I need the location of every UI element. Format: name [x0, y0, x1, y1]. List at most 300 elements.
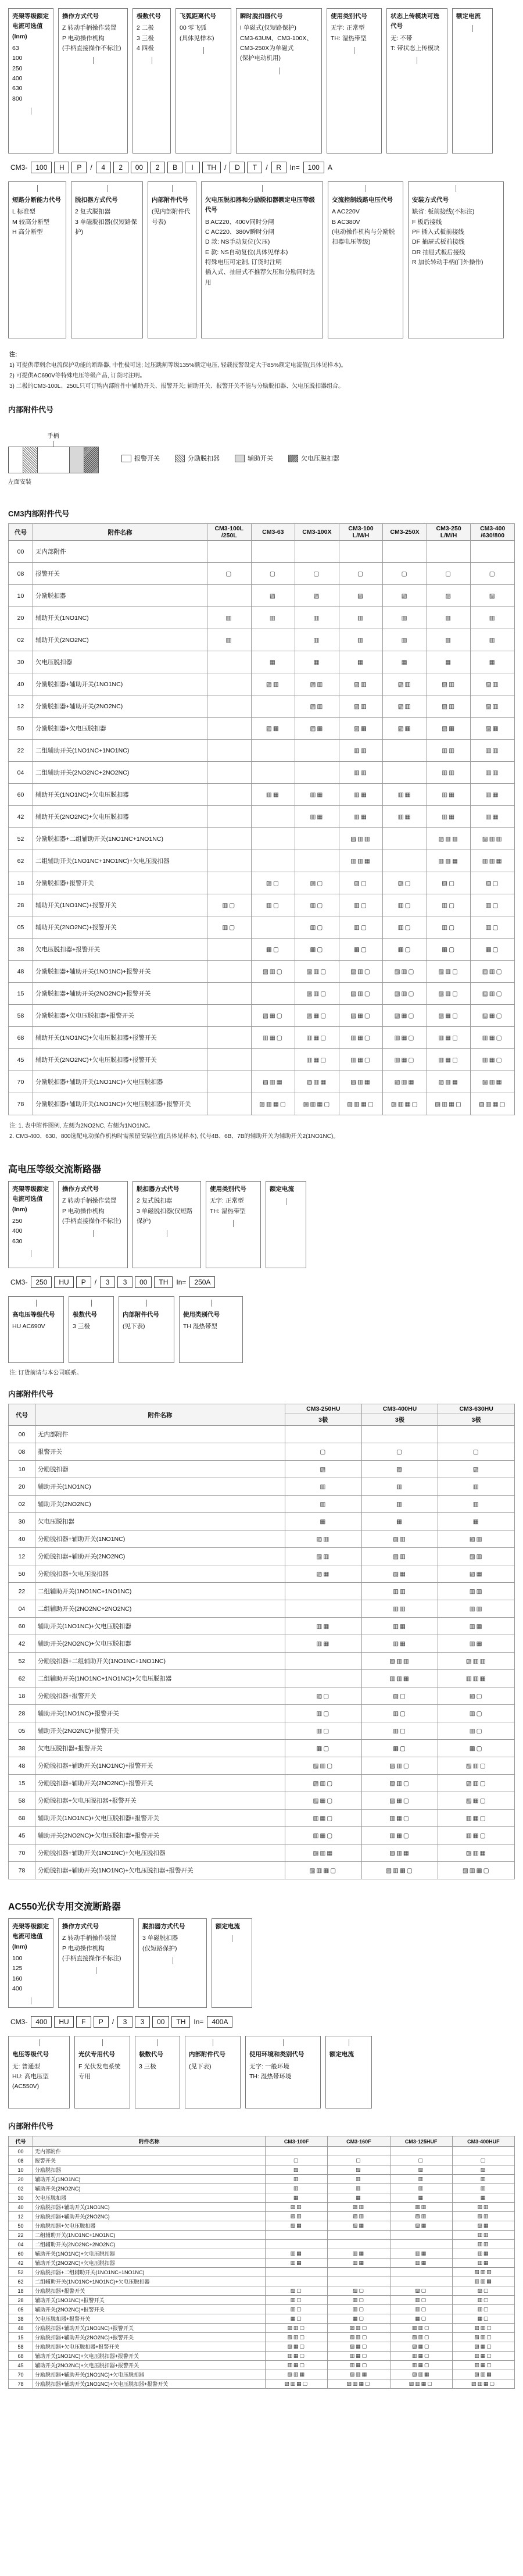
availability-mark	[390, 2231, 452, 2240]
sw-alarm-swatch-icon	[121, 455, 131, 462]
availability-mark: ▥▢	[383, 916, 427, 939]
availability-mark: ▥▦▢	[471, 1027, 515, 1049]
availability-mark: ▥	[438, 1478, 515, 1496]
table-row	[9, 2231, 515, 2240]
accessory-name: 欠电压脱扣器+报警开关	[35, 1740, 285, 1757]
availability-mark: ▨▥	[390, 2203, 452, 2212]
availability-mark	[207, 1027, 252, 1049]
availability-mark	[251, 740, 295, 762]
availability-mark: ▦	[452, 2193, 514, 2203]
sw-shunt-swatch-icon	[175, 455, 185, 462]
availability-mark: ▥▥▦	[438, 1670, 515, 1687]
accessory-name: 分励脱扣器+报警开关	[33, 2286, 266, 2296]
table-row	[9, 541, 515, 563]
flow-bottom-box-title: 安装方式代号	[412, 197, 449, 204]
availability-mark: ▨▥▦	[383, 1071, 427, 1093]
availability-mark: ▨▥	[427, 673, 471, 695]
availability-mark: ▨▥▦	[438, 1844, 515, 1862]
table-row	[9, 1530, 515, 1548]
availability-mark: ▦▢	[452, 2314, 514, 2324]
table3-title: 内部附件代号	[8, 2122, 54, 2131]
availability-mark	[471, 541, 515, 563]
availability-mark: ▨▥	[383, 695, 427, 718]
availability-mark: ▨▦▢	[438, 1792, 515, 1810]
flow-bottom-box-line: H 高分断型	[12, 228, 43, 236]
availability-mark	[251, 541, 295, 563]
accessory-name: 分励脱扣器+辅助开关(2NO2NC)	[35, 1548, 285, 1565]
flow-bottom-box-line: 插入式、抽屉式不推荐欠压和分励同时选用	[205, 269, 315, 286]
col-model-header: CM3-630HU	[438, 1404, 515, 1414]
accessory-name: 分励脱扣器+报警开关	[35, 1687, 285, 1705]
availability-mark: ▨▥▢	[390, 2324, 452, 2333]
table-row	[9, 1093, 515, 1115]
accessory-name: 无内部附件	[33, 541, 207, 563]
availability-mark: ▥	[390, 2175, 452, 2184]
availability-mark	[207, 983, 252, 1005]
model-code-segment: 3	[100, 1276, 115, 1288]
availability-mark: ▥▦	[427, 784, 471, 806]
availability-mark: ▨▥▢	[427, 961, 471, 983]
availability-mark: ▨▥	[328, 2212, 390, 2221]
availability-mark: ▨	[285, 1461, 362, 1478]
alarm-switch-compartment	[8, 447, 23, 473]
pv-bottom-box-0	[8, 2036, 70, 2108]
flow-top-box-line: CM3-250X为单磁式	[240, 44, 294, 52]
availability-mark: ▢	[328, 2156, 390, 2165]
availability-mark: ▦	[471, 651, 515, 673]
accessory-code: 10	[9, 585, 33, 607]
sw-uv-swatch-icon	[288, 455, 298, 462]
hv-top-box-line: 无字: 正常型	[210, 1197, 244, 1205]
flow-bottom-box-line: 特殊电压可定制, 订货时注明	[205, 258, 282, 266]
availability-mark: ▦	[285, 1513, 362, 1530]
accessory-name: 辅助开关(2NO2NC)+欠电压脱扣器	[33, 2259, 266, 2268]
accessory-name: 辅助开关(2NO2NC)	[33, 629, 207, 651]
availability-mark	[295, 828, 339, 850]
table-row	[9, 1600, 515, 1618]
availability-mark	[295, 850, 339, 872]
table-row	[9, 762, 515, 784]
pv-top-box-line: 3 单磁脱扣器	[142, 1935, 178, 1942]
availability-mark: ▨	[427, 585, 471, 607]
accessory-code: 58	[9, 1005, 33, 1027]
availability-mark: ▥▥	[471, 762, 515, 784]
availability-mark	[207, 1071, 252, 1093]
flow-bottom-box-3	[201, 181, 323, 338]
table-row	[9, 2379, 515, 2389]
availability-mark	[207, 828, 252, 850]
accessory-code: 42	[9, 1635, 35, 1653]
availability-mark	[207, 695, 252, 718]
availability-mark: ▥▦	[295, 806, 339, 828]
flow-bottom-box-title: 内部附件代号	[152, 197, 188, 204]
availability-mark: ▨▥	[251, 673, 295, 695]
availability-mark	[383, 740, 427, 762]
accessory-code: 22	[9, 740, 33, 762]
availability-mark: ▨▦	[251, 718, 295, 740]
pv-top-box-line: (仅短路保护)	[142, 1945, 177, 1952]
hv-top-box-title: 额定电流	[270, 1186, 294, 1193]
availability-mark: ▨▥▦	[285, 1844, 362, 1862]
availability-mark: ▨▥▢	[339, 961, 383, 983]
accessory-name: 欠电压脱扣器	[35, 1513, 285, 1530]
pv-top-box-line: (手柄直接操作不标注)	[62, 1954, 121, 1962]
accessory-code: 04	[9, 1600, 35, 1618]
flow-bottom-box-4	[328, 181, 403, 338]
col-name-header: 附件名称	[35, 1404, 285, 1426]
flow-bottom-box-line: 2 复式脱扣器	[75, 208, 111, 216]
accessory-name: 分励脱扣器+辅助开关(1NO1NC)+报警开关	[33, 2324, 266, 2333]
availability-mark: ▨▥	[339, 673, 383, 695]
availability-mark: ▥▥	[361, 1583, 438, 1600]
availability-mark: ▥▦	[251, 784, 295, 806]
accessory-name: 辅助开关(1NO1NC)	[33, 2175, 266, 2184]
col-code-header: 代号	[9, 524, 33, 541]
accessory-name: 分励脱扣器+欠电压脱扣器	[33, 718, 207, 740]
flow-bottom-box-line: D 款: NS手动复位(欠压)	[205, 238, 270, 246]
table-row	[9, 872, 515, 894]
flow-top-box-line: 250	[12, 65, 23, 72]
col-model-header: CM3-125HUF	[390, 2136, 452, 2147]
availability-mark: ▥▦▢	[390, 2352, 452, 2361]
hv-bottom-box-line: HU AC690V	[12, 1323, 45, 1330]
table-row	[9, 2333, 515, 2342]
flow-bottom-box-line: M 较高分断型	[12, 218, 50, 226]
table-row	[9, 1548, 515, 1565]
col-model-header: CM3-100X	[295, 524, 339, 541]
availability-mark: ▨▥▦	[471, 1071, 515, 1093]
flow-top-box-line: (具体见样本)	[180, 34, 214, 42]
pv-bottom-box-line: (见下表)	[189, 2063, 212, 2070]
availability-mark	[207, 1005, 252, 1027]
availability-mark: ▨▥▢	[438, 1775, 515, 1792]
accessory-name: 二组辅助开关(2NO2NC+2NO2NC)	[33, 762, 207, 784]
accessory-name: 辅助开关(1NO1NC)+欠电压脱扣器	[35, 1618, 285, 1635]
table-note-line: 2. CM3-400、630、800选配电动操作机构时需预留安装位置(具体见样本), 代号4B、6B、7B的辅助开关为辅助开关2(1NO1NC)。	[9, 1133, 339, 1140]
availability-mark: ▨▦▢	[452, 2342, 514, 2352]
availability-mark: ▥▦▢	[328, 2352, 390, 2361]
availability-mark: ▨▥▥	[361, 1653, 438, 1670]
model-code-segment: HU	[54, 2016, 73, 2028]
hv-top-box-line: 3 单磁脱扣器(仅短路保护)	[137, 1207, 193, 1225]
handle-label: 手柄	[47, 433, 59, 440]
availability-mark: ▨▥	[452, 2203, 514, 2212]
availability-mark: ▥▦	[328, 2249, 390, 2259]
availability-mark: ▥	[328, 2175, 390, 2184]
pv-bottom-box-2	[135, 2036, 180, 2108]
availability-mark: ▥▦▢	[339, 1027, 383, 1049]
note-line: 3) 二极的CM3-100L、250L只可订购内部附件中辅助开关、报警开关; 辅助开关、报警开关不能与分励脱扣器、欠电压脱扣器组合。	[9, 383, 345, 390]
table-row	[9, 1513, 515, 1530]
accessory-code: 28	[9, 894, 33, 916]
accessory-code: 15	[9, 2333, 33, 2342]
availability-mark: ▥	[361, 1478, 438, 1496]
pv-accessory-table	[8, 2136, 515, 2389]
model-code-segment: 3	[117, 2016, 132, 2028]
flow-top-box-3	[175, 8, 231, 154]
availability-mark: ▦	[438, 1513, 515, 1530]
flow-bottom-box-title: 脱扣器方式代号	[75, 197, 118, 204]
col-model-header: CM3-250X	[383, 524, 427, 541]
table2-title: 内部附件代号	[8, 1390, 54, 1398]
availability-mark: ▦	[339, 651, 383, 673]
model-code-segment: B	[167, 162, 182, 173]
availability-mark: ▨▢	[438, 1687, 515, 1705]
availability-mark	[207, 784, 252, 806]
accessory-code: 00	[9, 1426, 35, 1443]
availability-mark: ▨▦	[328, 2221, 390, 2231]
availability-mark: ▥▦▢	[295, 1027, 339, 1049]
availability-mark: ▨▥▦▢	[295, 1093, 339, 1115]
hv-top-box-1	[58, 1181, 128, 1268]
model-code-segment: P	[94, 2016, 109, 2028]
pv-bottom-box-line: 3 三极	[139, 2063, 156, 2070]
availability-mark: ▥▦	[328, 2259, 390, 2268]
availability-mark: ▨▥	[471, 673, 515, 695]
availability-mark: ▥▥▦	[471, 850, 515, 872]
accessory-code: 68	[9, 2352, 33, 2361]
flow-top-box-line: 100	[12, 55, 23, 62]
model-code-segment: D	[230, 162, 245, 173]
accessory-name: 分励脱扣器+辅助开关(1NO1NC)+欠电压脱扣器	[33, 2370, 266, 2379]
availability-mark: ▨▥	[266, 2212, 328, 2221]
availability-mark: ▦	[383, 651, 427, 673]
availability-mark	[383, 762, 427, 784]
table-row	[9, 1827, 515, 1844]
availability-mark: ▥	[427, 607, 471, 629]
availability-mark: ▥▦	[266, 2249, 328, 2259]
col-model-header: CM3-100F	[266, 2136, 328, 2147]
accessory-name: 辅助开关(2NO2NC)+报警开关	[33, 916, 207, 939]
availability-mark: ▨▥▢	[471, 983, 515, 1005]
availability-mark	[266, 2240, 328, 2249]
accessory-code: 18	[9, 872, 33, 894]
table-row	[9, 1810, 515, 1827]
availability-mark: ▢	[471, 563, 515, 585]
availability-mark: ▥▥	[339, 740, 383, 762]
availability-mark: ▥▦	[339, 806, 383, 828]
accessory-name: 分励脱扣器+辅助开关(1NO1NC)+欠电压脱扣器	[33, 1071, 207, 1093]
hv-top-box-line: TH: 湿热带型	[210, 1207, 246, 1215]
pv-bottom-box-line: F 光伏发电系统专用	[78, 2063, 121, 2080]
pv-bottom-box-line: TH: 湿热带环境	[249, 2072, 292, 2080]
model-code-text: CM3-	[10, 1278, 28, 1286]
hv-accessory-table	[8, 1404, 515, 1879]
availability-mark: ▨▥▦	[452, 2370, 514, 2379]
model-code-text: A	[327, 163, 332, 172]
accessory-name: 辅助开关(2NO2NC)+欠电压脱扣器+报警开关	[33, 1049, 207, 1071]
col-name-header: 附件名称	[33, 2136, 266, 2147]
table-row	[9, 1635, 515, 1653]
availability-mark	[285, 1653, 362, 1670]
availability-mark: ▢	[207, 563, 252, 585]
hv-bottom-box-title: 极数代号	[73, 1311, 97, 1318]
availability-mark: ▨▦	[361, 1565, 438, 1583]
availability-mark: ▨▢	[361, 1687, 438, 1705]
model-code-segment: TH	[154, 1276, 173, 1288]
availability-mark: ▨▦▢	[251, 1005, 295, 1027]
pv-bottom-box-line: 无字: 一般环境	[249, 2063, 289, 2070]
availability-mark: ▨▢	[471, 872, 515, 894]
note-line: 1) 可提供带剩余电流保护功能的断路器, 中性极可选; 过压跳闸等级135%额定电压, 轻载报警设定大于85%额定电流值(具体见样本)。	[9, 362, 347, 369]
availability-mark: ▥▦	[361, 1635, 438, 1653]
pv-top-box-title: 壳架等级额定电流可选值(Inm)	[12, 1923, 49, 1950]
flow-bottom-box-5	[408, 181, 504, 338]
table-row	[9, 2268, 515, 2277]
flow-top-box-line: (手柄直接操作不标注)	[62, 44, 121, 52]
availability-mark: ▥	[328, 2184, 390, 2193]
availability-mark	[427, 541, 471, 563]
table-row	[9, 1443, 515, 1461]
availability-mark: ▦	[390, 2193, 452, 2203]
availability-mark: ▥▢	[438, 1722, 515, 1740]
availability-mark: ▥▥▦	[339, 850, 383, 872]
availability-mark: ▥▦▢	[452, 2352, 514, 2361]
accessory-name: 辅助开关(2NO2NC)+欠电压脱扣器+报警开关	[35, 1827, 285, 1844]
availability-mark: ▥▢	[285, 1722, 362, 1740]
availability-mark: ▥	[207, 607, 252, 629]
availability-mark: ▥▦▢	[427, 1049, 471, 1071]
availability-mark: ▨▢	[339, 872, 383, 894]
availability-mark: ▨▥▦▢	[438, 1862, 515, 1879]
availability-mark	[207, 806, 252, 828]
accessory-code: 05	[9, 2305, 33, 2314]
table-row	[9, 1653, 515, 1670]
availability-mark: ▨▢	[390, 2286, 452, 2296]
table-row	[9, 916, 515, 939]
availability-mark: ▨▥▦	[361, 1844, 438, 1862]
availability-mark: ▨▥▦	[328, 2370, 390, 2379]
availability-mark: ▥▢	[207, 894, 252, 916]
hv-top-box-line: P 电动操作机构	[62, 1207, 105, 1215]
table-row	[9, 784, 515, 806]
model-code-segment: 00	[152, 2016, 169, 2028]
table-row	[9, 2221, 515, 2231]
accessory-name: 辅助开关(2NO2NC)+欠电压脱扣器	[35, 1635, 285, 1653]
accessory-name: 分励脱扣器+辅助开关(2NO2NC)	[33, 695, 207, 718]
pv-bottom-box-1	[74, 2036, 130, 2108]
availability-mark: ▦	[266, 2193, 328, 2203]
availability-mark: ▨▥▦	[266, 2370, 328, 2379]
availability-mark: ▥▦	[285, 1635, 362, 1653]
flow-top-box-line: I 单磁式(仅短路保护)	[240, 24, 296, 32]
accessory-code: 28	[9, 2296, 33, 2305]
flow-bottom-box-1	[71, 181, 143, 338]
availability-mark	[285, 1583, 362, 1600]
availability-mark: ▥▥	[361, 1600, 438, 1618]
accessory-code: 40	[9, 673, 33, 695]
availability-mark	[207, 718, 252, 740]
availability-mark: ▨▦	[383, 718, 427, 740]
availability-mark: ▨▢	[452, 2286, 514, 2296]
table-row	[9, 2259, 515, 2268]
accessory-code: 15	[9, 983, 33, 1005]
table-row	[9, 1757, 515, 1775]
availability-mark: ▥▢	[285, 1705, 362, 1722]
availability-mark: ▨▥▢	[266, 2324, 328, 2333]
accessory-code: 38	[9, 1740, 35, 1757]
availability-mark: ▥▦	[339, 784, 383, 806]
availability-mark: ▥▦	[383, 784, 427, 806]
availability-mark	[328, 2268, 390, 2277]
availability-mark: ▨▥	[266, 2203, 328, 2212]
model-code-text: /	[90, 163, 92, 172]
availability-mark	[295, 762, 339, 784]
availability-mark: ▥▦	[390, 2259, 452, 2268]
availability-mark: ▨▥▥	[452, 2268, 514, 2277]
cm3-accessory-table	[8, 523, 515, 1115]
availability-mark: ▨▢	[427, 872, 471, 894]
availability-mark: ▥	[339, 629, 383, 651]
flow-top-box-line: 00 零飞弧	[180, 24, 207, 32]
availability-mark: ▥▥	[452, 2240, 514, 2249]
availability-mark: ▨	[251, 585, 295, 607]
availability-mark: ▨▥▦	[251, 1071, 295, 1093]
availability-mark: ▥▦▢	[361, 1810, 438, 1827]
availability-mark: ▨▦▢	[285, 1792, 362, 1810]
accessory-name: 分励脱扣器+二组辅助开关(1NO1NC+1NO1NC)	[33, 2268, 266, 2277]
accessory-name: 分励脱扣器+欠电压脱扣器	[33, 2221, 266, 2231]
t1-header	[9, 524, 515, 541]
flow-top-box-line: T: 带状态上传模块	[391, 44, 440, 52]
model-code-text: /	[224, 163, 227, 172]
availability-mark: ▨▥	[438, 1530, 515, 1548]
accessory-code: 78	[9, 1093, 33, 1115]
model-code-text: /	[112, 2018, 114, 2026]
section3-title: AC550光伏专用交流断路器	[8, 1902, 121, 1912]
accessory-code: 42	[9, 806, 33, 828]
table-row	[9, 1496, 515, 1513]
availability-mark: ▥▢	[339, 916, 383, 939]
table-row	[9, 2277, 515, 2286]
availability-mark: ▨▦	[285, 1565, 362, 1583]
accessory-name: 无内部附件	[35, 1426, 285, 1443]
availability-mark: ▦	[295, 651, 339, 673]
availability-mark: ▨▢	[266, 2286, 328, 2296]
availability-mark	[266, 2268, 328, 2277]
breaker-diagram	[8, 431, 98, 486]
accessory-name: 分励脱扣器+二组辅助开关(1NO1NC+1NO1NC)	[33, 828, 207, 850]
hv-top-box-3	[206, 1181, 261, 1268]
accessory-code: 05	[9, 916, 33, 939]
pv-top-box-3	[212, 1918, 252, 2008]
accessory-name: 分励脱扣器+报警开关	[33, 872, 207, 894]
accessory-code: 02	[9, 1496, 35, 1513]
availability-mark: ▨▥▦▢	[361, 1862, 438, 1879]
model-code-segment: P	[76, 1276, 91, 1288]
availability-mark: ▥▦▢	[251, 1027, 295, 1049]
availability-mark: ▨▥▢	[452, 2324, 514, 2333]
table-row	[9, 2184, 515, 2193]
model-code-segment: T	[247, 162, 262, 173]
pv-bottom-box-line: 无: 普通型	[12, 2063, 40, 2070]
model1-top-boxes	[8, 8, 515, 154]
availability-mark: ▨▥▦▢	[383, 1093, 427, 1115]
flow-bottom-box-line: L 标准型	[12, 208, 35, 216]
flow-bottom-box-line: DF 抽屉式板前接线	[412, 238, 465, 246]
accessory-name: 辅助开关(1NO1NC)+报警开关	[33, 2296, 266, 2305]
flow-bottom-box-0	[8, 181, 66, 338]
flow-top-box-title: 飞弧距离代号	[180, 13, 216, 20]
availability-mark: ▨▥▢	[383, 983, 427, 1005]
model-code-text: In=	[289, 163, 300, 172]
availability-mark: ▥▥	[438, 1583, 515, 1600]
availability-mark: ▨▥▥	[471, 828, 515, 850]
availability-mark: ▥▦▢	[383, 1049, 427, 1071]
model3-top-boxes	[8, 1918, 515, 2008]
availability-mark: ▨▥▢	[383, 961, 427, 983]
availability-mark: ▨▥▢	[328, 2324, 390, 2333]
